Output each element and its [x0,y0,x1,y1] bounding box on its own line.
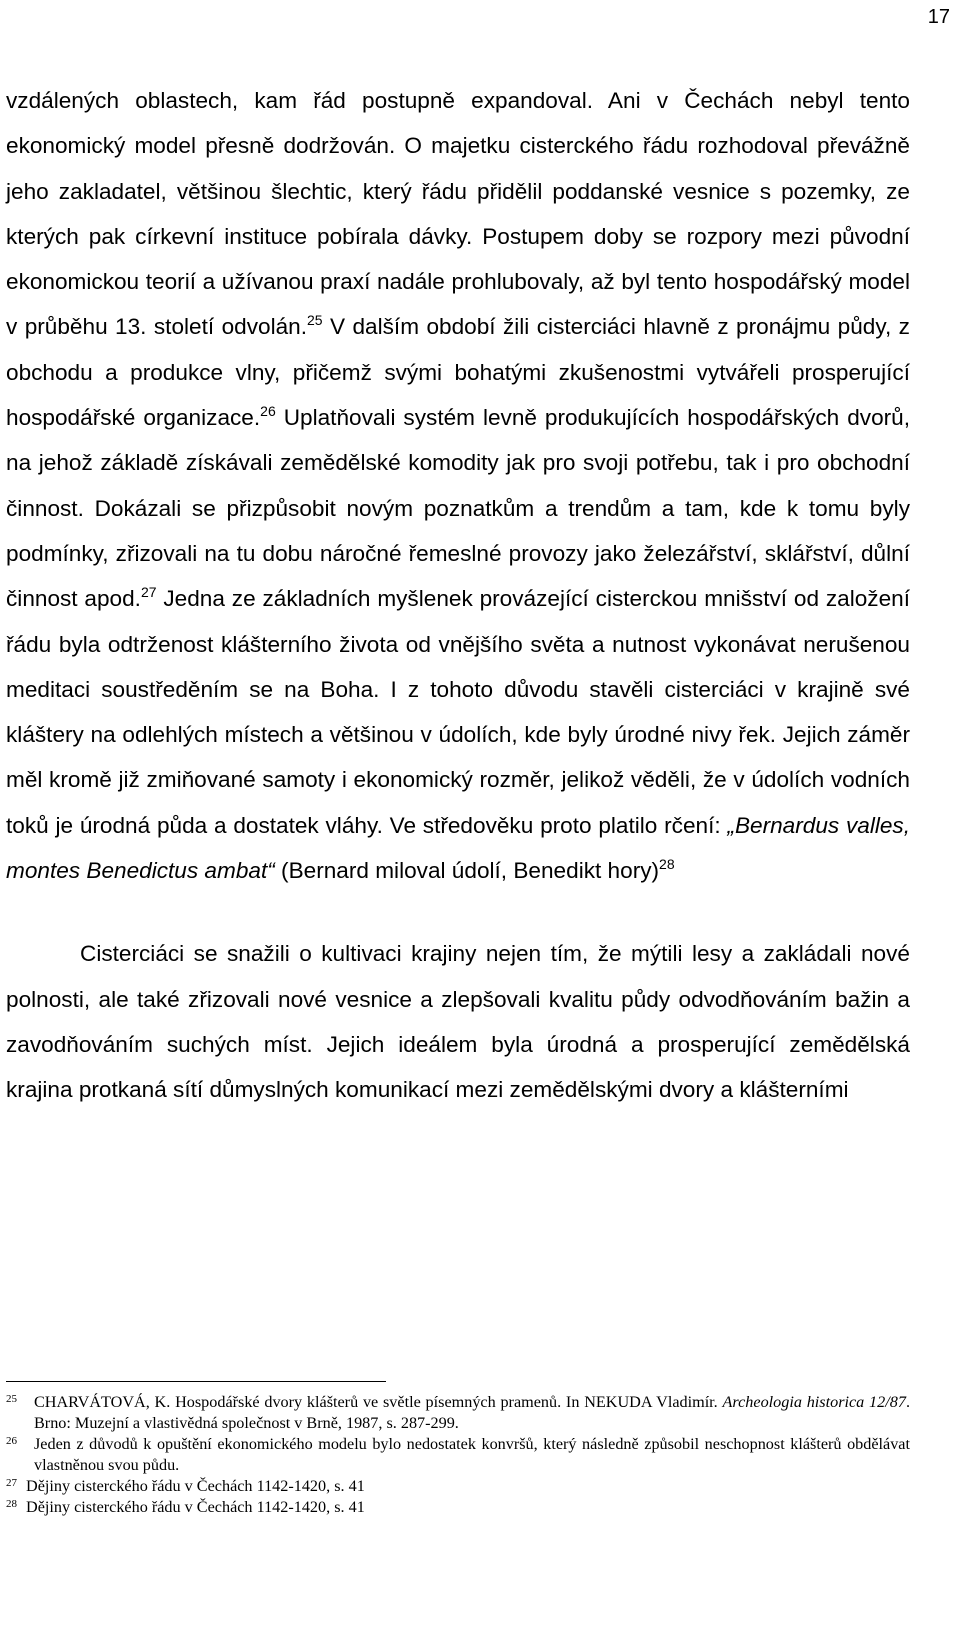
paragraph-1-text-3: Uplatňovali systém levně produkujících hospodářských dvorů, na jehož základě získávali zemědělské komodity jak pro svoji potřebu, tak i pro obchodní činnost. Dokázali se přizpůsobit novým poznatkům a trendům a tam, kde k tomu byly podmínky, zřizovali na tu dobu náročné řemeslné provozy jako železářství, sklářství, důlní činnost apod. [6,405,910,612]
footnote-28 [6,1497,910,1518]
footnote-number: 25 [6,1393,17,1405]
footnote-number: 27 [6,1477,17,1489]
latin-quote: „Bernardus valles, montes Benedictus ambat“ [6,812,910,884]
footnote-text: Dějiny cisterckého řádu v Čechách 1142-1420, s. 41 [26,1498,365,1516]
footnote-27 [6,1476,910,1497]
footnote-ref-28: 28 [659,856,675,873]
footnote-text: Dějiny cisterckého řádu v Čechách 1142-1420, s. 41 [26,1477,365,1495]
footnote-ref-26: 26 [260,403,276,420]
paragraph-2: Cisterciáci se snažili o kultivaci krajiny nejen tím, že mýtili lesy a zakládali nové polnosti, ale také zřizovali nové vesnice a zlepšovali kvalitu půdy odvodňováním bažin a zavodňováním suchých míst. Jejich ideálem byla úrodná a prosperující zemědělská krajina protkaná sítí důmyslných komunikací mezi zemědělskými dvory a klášterními [6,941,910,1103]
footnote-number: 28 [6,1498,17,1510]
footnote-number: 26 [6,1435,17,1447]
footnote-25 [6,1392,910,1434]
footnote-ref-25: 25 [307,312,323,329]
footnote-italic-title: Archeologia historica 12/87 [722,1393,906,1411]
paragraph-1 [6,78,910,893]
paragraph-1-text-2: V dalším období žili cisterciáci hlavně z pronájmu půdy, z obchodu a produkce vlny, přičemž svými bohatými zkušenostmi vytvářeli prosperující hospodářské organizace. [6,314,910,431]
page-number: 17 [927,6,950,28]
paragraph-1-text-1: vzdálených oblastech, kam řád postupně expandoval. Ani v Čechách nebyl tento ekonomický model přesně dodržován. O majetku cisterckého řádu rozhodoval převážně jeho zakladatel, většinou šlechtic, který řádu přidělil poddanské vesnice s pozemky, ze kterých pak církevní instituce pobírala dávky. Postupem doby se rozpory mezi původní ekonomickou teorií a užívanou praxí nadále prohlubovaly, až byl tento hospodářský model v průběhu 13. století odvolán. [6,88,910,340]
footnote-26 [6,1434,910,1476]
footnote-divider [6,1381,386,1382]
footnote-text-part: . Brno: Muzejní a vlastivědná společnost v Brně, 1987, s. 287-299. [34,1393,910,1432]
footnote-text: Jeden z důvodů k opuštění ekonomického modelu bylo nedostatek konvršů, který následně způsobil neschopnost klášterů obdělávat vlastněnou svou půdu. [34,1435,910,1474]
footnote-text [34,1392,910,1434]
footnote-ref-27: 27 [140,584,157,601]
paragraph-1-text-4: Jedna ze základních myšlenek provázející cisterckou mnišství od založení řádu byla odtrženost klášterního života od vnějšího světa a nutnost vykonávat nerušenou meditaci soustředěním se na Boha. I z tohoto důvodu stavěli cisterciáci v krajině své kláštery na odlehlých místech a většinou v údolích, kde byly úrodné nivy řek. Jejich záměr měl kromě již zmiňované samoty i ekonomický rozměr, jelikož věděli, že v údolích vodních toků je úrodná půda a dostatek vláhy. Ve středověku proto platilo rčení: [6,586,911,838]
body-text [6,78,910,1113]
paragraph-1-text-5: (Bernard miloval údolí, Benedikt hory) [274,858,660,884]
footnote-text-part: CHARVÁTOVÁ, K. Hospodářské dvory klášterů ve světle písemných pramenů. In NEKUDA Vladimír. [34,1393,723,1411]
footnotes [6,1392,910,1518]
